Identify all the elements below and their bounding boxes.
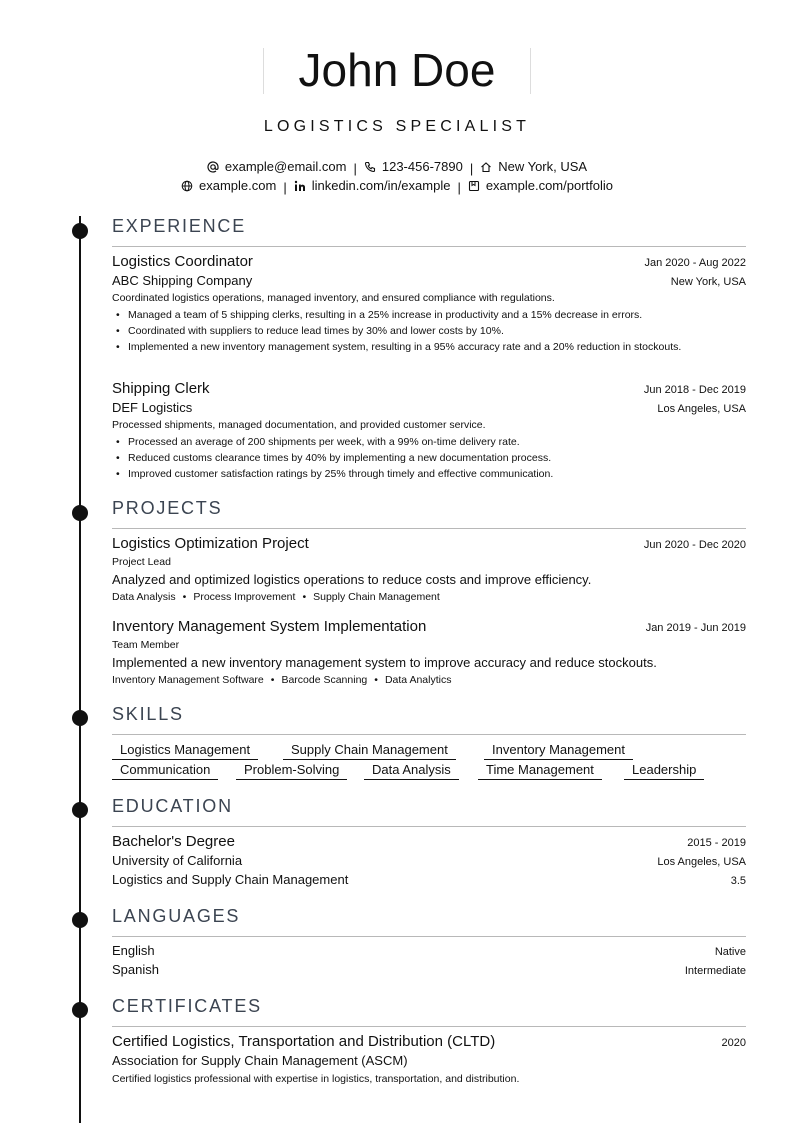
section-divider [112, 246, 746, 247]
project-description: Implemented a new inventory management system to improve accuracy and reduce stockouts. [112, 655, 657, 670]
language-row [112, 962, 746, 977]
phone-contact[interactable] [364, 159, 463, 174]
job-title: LOGISTICS SPECIALIST [263, 118, 531, 135]
job-role: Shipping Clerk [112, 380, 210, 397]
section-title-projects: PROJECTS [112, 498, 223, 518]
phone-text: 123-456-7890 [381, 159, 463, 174]
section-title-education: EDUCATION [112, 796, 233, 816]
job-summary: Processed shipments, managed documentation, and provided customer service. [112, 419, 486, 431]
section-title-certificates: CERTIFICATES [112, 996, 262, 1016]
website-text: example.com [199, 178, 277, 193]
bullet-text: Implemented a new inventory management system, resulting in a 95% accuracy rate and a 20% reduction in stockouts. [128, 341, 682, 353]
language-level: Native [714, 946, 746, 958]
section-divider [112, 1026, 746, 1027]
linkedin-contact[interactable] [294, 178, 451, 193]
project-role: Team Member [112, 639, 180, 651]
project-header [112, 618, 746, 635]
linkedin-text: linkedin.com/in/example [311, 178, 451, 193]
gpa: 3.5 [730, 875, 746, 887]
project-tag: Barcode Scanning [281, 674, 368, 686]
section-divider [112, 734, 746, 735]
project-tag: Process Improvement [193, 591, 296, 603]
timeline-line [79, 216, 81, 1123]
website-contact[interactable] [181, 178, 276, 193]
skill-chip: Inventory Management [484, 742, 633, 760]
project-tags: Inventory Management Software • Barcode Scanning • Data Analytics [112, 674, 452, 686]
timeline-dot-skills [72, 710, 88, 726]
language-name: Spanish [112, 962, 159, 977]
home-icon [480, 161, 492, 173]
certificate-issuer-row [112, 1053, 746, 1068]
project-description: Analyzed and optimized logistics operations to reduce costs and improve efficiency. [112, 572, 592, 587]
contact-separator: | [457, 179, 461, 195]
bullet-text: Processed an average of 200 shipments per week, with a 99% on-time delivery rate. [128, 436, 520, 448]
email-contact[interactable] [207, 159, 347, 174]
contact-separator: | [283, 179, 287, 195]
job-role: Logistics Coordinator [112, 253, 253, 270]
job-location: New York, USA [670, 276, 746, 288]
timeline-dot-education [72, 802, 88, 818]
certificate-year: 2020 [721, 1037, 746, 1049]
section-title-skills: SKILLS [112, 704, 184, 724]
skill-chip: Supply Chain Management [283, 742, 456, 760]
project-header [112, 535, 746, 552]
company-name: ABC Shipping Company [112, 273, 253, 288]
project-name: Inventory Management System Implementation [112, 618, 427, 635]
list-item: • Coordinated with suppliers to reduce lead times by 30% and lower costs by 10%. [116, 325, 736, 337]
language-row [112, 943, 746, 958]
experience-header [112, 380, 746, 397]
section-title-experience: EXPERIENCE [112, 216, 247, 236]
skill-chip: Problem-Solving [236, 762, 347, 780]
job-dates: Jan 2020 - Aug 2022 [644, 257, 746, 269]
timeline-dot-experience [72, 223, 88, 239]
experience-subheader [112, 273, 746, 288]
timeline-dot-projects [72, 505, 88, 521]
education-dates: 2015 - 2019 [687, 837, 746, 849]
certificate-name: Certified Logistics, Transportation and Distribution (CLTD) [112, 1033, 496, 1050]
portfolio-text: example.com/portfolio [485, 178, 613, 193]
job-summary: Coordinated logistics operations, managed inventory, and ensured compliance with regulations. [112, 292, 555, 304]
project-tags: Data Analysis • Process Improvement • Supply Chain Management [112, 591, 440, 603]
list-item: • Reduced customs clearance times by 40% by implementing a new documentation process. [116, 452, 736, 464]
list-item: • Managed a team of 5 shipping clerks, resulting in a 25% increase in productivity and a 15% decrease in errors. [116, 309, 736, 321]
bullet-text: Coordinated with suppliers to reduce lead times by 30% and lower costs by 10%. [128, 325, 504, 337]
skill-chip: Logistics Management [112, 742, 258, 760]
school-name: University of California [112, 853, 243, 868]
education-field-row [112, 872, 746, 887]
at-icon [207, 161, 219, 173]
portfolio-icon [468, 180, 480, 192]
project-role: Project Lead [112, 556, 171, 568]
experience-subheader [112, 400, 746, 415]
section-title-languages: LANGUAGES [112, 906, 241, 926]
timeline-dot-languages [72, 912, 88, 928]
language-name: English [112, 943, 155, 958]
contact-separator: | [469, 160, 474, 176]
location-text: New York, USA [498, 159, 588, 174]
section-divider [112, 528, 746, 529]
project-tag: Data Analysis [112, 591, 176, 603]
list-item: • Implemented a new inventory management system, resulting in a 95% accuracy rate and a 20% reduction in stockouts. [116, 341, 726, 353]
project-tag: Data Analytics [384, 674, 452, 686]
project-dates: Jan 2019 - Jun 2019 [645, 622, 746, 634]
language-level: Intermediate [684, 965, 746, 977]
timeline-dot-certificates [72, 1002, 88, 1018]
phone-icon [364, 161, 376, 173]
bullet-text: Managed a team of 5 shipping clerks, resulting in a 25% increase in productivity and a 15% decrease in errors. [128, 309, 643, 321]
degree: Bachelor's Degree [112, 833, 235, 850]
contact-line-2 [0, 178, 794, 195]
project-dates: Jun 2020 - Dec 2020 [643, 539, 746, 551]
location-contact [480, 159, 587, 174]
section-divider [112, 826, 746, 827]
certificate-issuer: Association for Supply Chain Management (ASCM) [112, 1053, 408, 1068]
project-tag: Supply Chain Management [313, 591, 440, 603]
candidate-name: John Doe [298, 44, 496, 96]
email-text: example@email.com [224, 159, 347, 174]
list-item: • Improved customer satisfaction ratings by 25% through timely and effective communication. [116, 468, 736, 480]
job-location: Los Angeles, USA [657, 403, 746, 415]
contact-separator: | [353, 160, 357, 176]
certificate-header [112, 1033, 746, 1050]
list-item: • Processed an average of 200 shipments per week, with a 99% on-time delivery rate. [116, 436, 736, 448]
education-header [112, 833, 746, 850]
certificate-description: Certified logistics professional with expertise in logistics, transportation, and distribution. [112, 1073, 520, 1085]
field-of-study: Logistics and Supply Chain Management [112, 872, 349, 887]
bullet-text: Reduced customs clearance times by 40% by implementing a new documentation process. [128, 452, 552, 464]
contact-line-1 [0, 159, 794, 176]
section-divider [112, 936, 746, 937]
education-school-row [112, 853, 746, 868]
project-tag: Inventory Management Software [112, 674, 264, 686]
globe-icon [181, 180, 193, 192]
experience-header [112, 253, 746, 270]
job-dates: Jun 2018 - Dec 2019 [643, 384, 746, 396]
linkedin-icon [294, 180, 306, 192]
school-location: Los Angeles, USA [657, 856, 746, 868]
skill-chip: Communication [112, 762, 218, 780]
bullet-text: Improved customer satisfaction ratings by 25% through timely and effective communication. [128, 468, 554, 480]
company-name: DEF Logistics [112, 400, 193, 415]
portfolio-contact[interactable] [468, 178, 613, 193]
project-name: Logistics Optimization Project [112, 535, 309, 552]
skill-chip: Time Management [478, 762, 602, 780]
skill-chip: Data Analysis [364, 762, 459, 780]
skill-chip: Leadership [624, 762, 704, 780]
